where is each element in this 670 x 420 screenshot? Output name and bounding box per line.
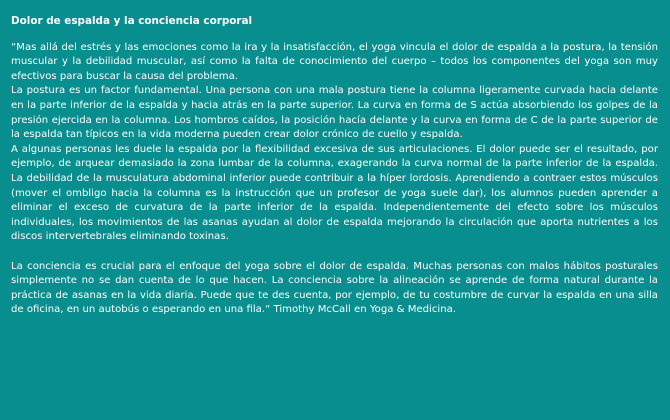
paragraph-posture: La postura es un factor fundamental. Una persona con una mala postura tiene la columna ligeramente curvada hacia delante en la parte inferior de la espalda y hacia atrás en la parte superior. La curva en forma de S actúa absorbiendo los golpes de la presión ejercida en la columna. Los hombros caídos, la posición hacía delante y la curva en forma de C de la parte superior de la espalda tan típicos en la vida moderna pueden crear dolor crónico de cuello y espalda. bbox=[11, 85, 658, 141]
paragraph-intro: “Mas allá del estrés y las emociones como la ira y la insatisfacción, el yoga vincula el dolor de espalda a la postura, la tensión muscular y la debilidad muscular, así como la falta de conocimiento del cuerpo – todos los componentes del yoga son muy efectivos para buscar la causa del problema. bbox=[11, 41, 658, 82]
article-title: Dolor de espalda y la conciencia corporal bbox=[11, 15, 253, 27]
paragraph-awareness: La conciencia es crucial para el enfoque del yoga sobre el dolor de espalda. Muchas personas con malos hábitos posturales simplemente no se dan cuenta de lo que hacen. La conciencia sobre la alineación se aprende de forma natural durante la práctica de asanas en la vida diaria. Puede que te des cuenta, por ejemplo, de tu costumbre de curvar la espalda en una silla de oficina, en un autobús o esperando en una fila.“ Timothy McCall en Yoga & Medicina. bbox=[11, 260, 658, 316]
paragraph-spacer bbox=[11, 245, 658, 260]
paragraph-flexibility: A algunas personas les duele la espalda por la flexibilidad excesiva de sus articulaciones. El dolor puede ser el resultado, por ejemplo, de arquear demasiado la zona lumbar de la columna, exagerando la curva normal de la parte inferior de la espalda. La debilidad de la musculatura abdominal inferior puede contribuir a la híper lordosis. Aprendiendo a contraer estos músculos (mover el ombligo hacia la columna es la instrucción que un profesor de yoga suele dar), los alumnos pueden aprender a eliminar el exceso de curvatura de la parte inferior de la espalda. Independientemente del efecto sobre los músculos individuales, los movimientos de las asanas ayudan al dolor de espalda mejorando la circulación que aporta nutrientes a los discos intervertebrales eliminando toxinas. bbox=[11, 143, 658, 243]
